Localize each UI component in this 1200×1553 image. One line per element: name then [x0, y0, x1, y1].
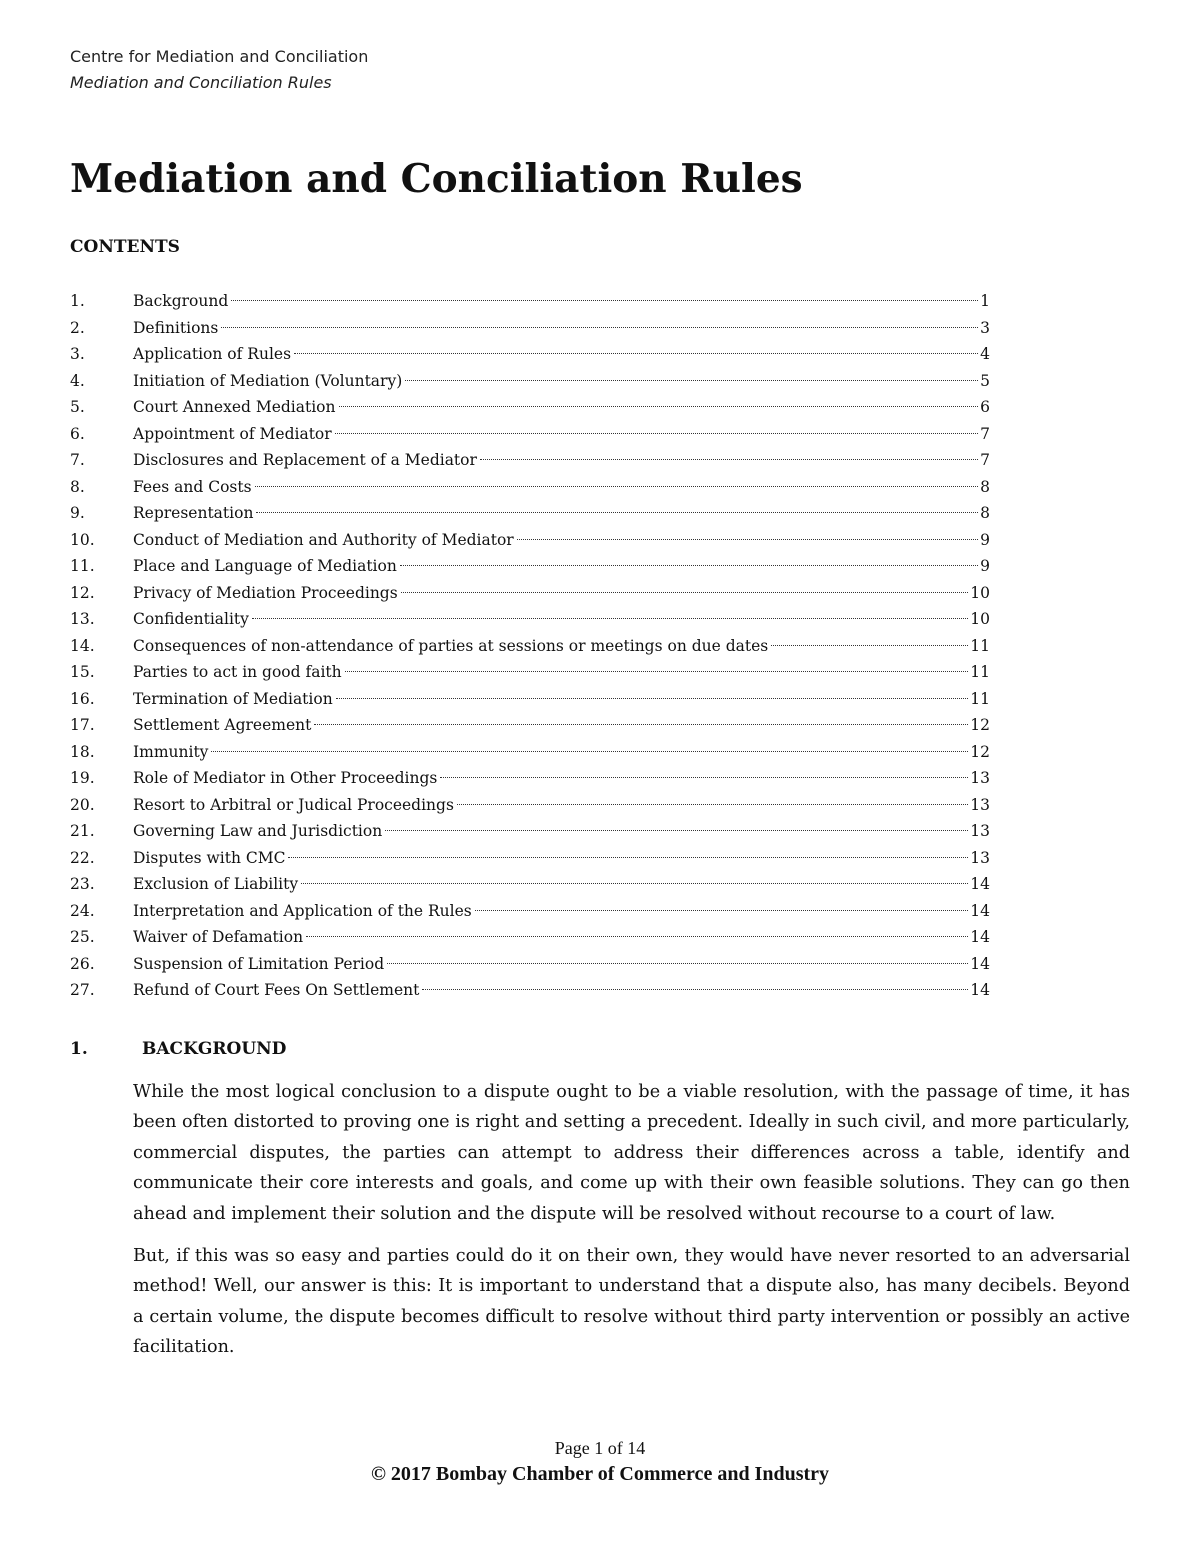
- page-number: Page 1 of 14: [554, 1438, 646, 1458]
- toc-dot-leader: [211, 751, 968, 752]
- toc-entry-number: 11.: [70, 557, 95, 575]
- toc-entry-title: Disputes with CMC: [133, 848, 286, 867]
- toc-entry-page: 7: [980, 451, 990, 469]
- toc-entry-number: 1.: [70, 292, 85, 310]
- toc-dot-leader: [422, 989, 968, 990]
- toc-entry-title: Exclusion of Liability: [133, 875, 299, 893]
- toc-entry[interactable]: [70, 500, 990, 527]
- document-title: Mediation and Conciliation Rules: [70, 156, 803, 202]
- toc-entry-page: 14: [970, 954, 990, 973]
- section-number: 1.: [70, 1039, 88, 1059]
- toc-entry[interactable]: [70, 315, 990, 342]
- toc-dot-leader: [387, 963, 968, 964]
- toc-dot-leader: [440, 777, 968, 778]
- toc-entry[interactable]: [70, 421, 990, 448]
- toc-entry-page: 1: [980, 292, 990, 310]
- toc-entry-number: 14.: [70, 636, 95, 655]
- toc-entry-title: Interpretation and Application of the Rules: [133, 901, 472, 920]
- toc-entry-number: 23.: [70, 875, 95, 893]
- toc-dot-leader: [480, 459, 978, 460]
- toc-entry-title: Court Annexed Mediation: [133, 398, 336, 416]
- toc-dot-leader: [771, 645, 968, 646]
- toc-entry-number: 21.: [70, 822, 95, 840]
- toc-entry-number: 22.: [70, 848, 95, 867]
- toc-entry-title: Definitions: [133, 318, 219, 337]
- toc-entry-number: 25.: [70, 928, 95, 946]
- toc-entry-page: 14: [970, 928, 990, 946]
- section-heading: [70, 1035, 286, 1063]
- toc-entry-page: 4: [980, 345, 990, 363]
- toc-entry[interactable]: [70, 474, 990, 501]
- toc-entry-page: 13: [970, 822, 990, 840]
- section-body: [133, 1077, 1130, 1375]
- toc-entry-page: 11: [970, 636, 990, 655]
- toc-dot-leader: [256, 512, 978, 513]
- toc-entry[interactable]: [70, 659, 990, 686]
- toc-entry[interactable]: [70, 606, 990, 633]
- toc-entry-number: 8.: [70, 477, 85, 496]
- toc-entry-page: 10: [970, 583, 990, 602]
- section-title: BACKGROUND: [142, 1039, 287, 1059]
- toc-entry-number: 10.: [70, 530, 95, 549]
- toc-dot-leader: [405, 380, 978, 381]
- toc-entry-page: 8: [980, 477, 990, 496]
- toc-entry[interactable]: [70, 394, 990, 421]
- running-header: [70, 44, 368, 96]
- toc-entry[interactable]: [70, 368, 990, 395]
- toc-entry-title: Settlement Agreement: [133, 716, 312, 734]
- toc-entry-title: Refund of Court Fees On Settlement: [133, 981, 420, 999]
- toc-entry-page: 13: [970, 848, 990, 867]
- toc-entry-title: Resort to Arbitral or Judical Proceedings: [133, 795, 454, 814]
- toc-entry-page: 9: [980, 557, 990, 575]
- toc-dot-leader: [335, 433, 978, 434]
- toc-entry[interactable]: [70, 341, 990, 368]
- toc-entry-number: 4.: [70, 371, 85, 390]
- toc-entry-title: Immunity: [133, 742, 209, 761]
- toc-dot-leader: [345, 671, 969, 672]
- toc-entry-page: 9: [980, 530, 990, 549]
- toc-entry[interactable]: [70, 712, 990, 739]
- toc-entry-title: Parties to act in good faith: [133, 663, 342, 681]
- toc-entry-title: Suspension of Limitation Period: [133, 954, 385, 973]
- toc-entry-title: Application of Rules: [133, 345, 292, 363]
- toc-entry-title: Waiver of Defamation: [133, 928, 304, 946]
- toc-entry-number: 3.: [70, 345, 85, 363]
- toc-entry[interactable]: [70, 633, 990, 660]
- toc-dot-leader: [306, 936, 968, 937]
- toc-entry-title: Role of Mediator in Other Proceedings: [133, 769, 438, 787]
- toc-entry-title: Consequences of non-attendance of parties at sessions or meetings on due dates: [133, 636, 769, 655]
- toc-entry[interactable]: [70, 898, 990, 925]
- toc-entry[interactable]: [70, 527, 990, 554]
- toc-entry-title: Place and Language of Mediation: [133, 557, 397, 575]
- toc-entry-number: 5.: [70, 398, 85, 416]
- toc-entry-number: 6.: [70, 424, 85, 443]
- toc-entry[interactable]: [70, 686, 990, 713]
- toc-entry-page: 12: [970, 742, 990, 761]
- header-organization: Centre for Mediation and Conciliation: [70, 47, 369, 66]
- toc-entry-page: 14: [970, 901, 990, 920]
- toc-entry-number: 26.: [70, 954, 95, 973]
- toc-entry-number: 24.: [70, 901, 95, 920]
- toc-dot-leader: [401, 592, 969, 593]
- contents-heading: CONTENTS: [70, 237, 180, 257]
- toc-entry-page: 5: [980, 371, 990, 390]
- toc-entry[interactable]: [70, 288, 990, 315]
- toc-entry-page: 11: [970, 663, 990, 681]
- toc-dot-leader: [400, 565, 978, 566]
- toc-entry[interactable]: [70, 739, 990, 766]
- toc-entry-number: 7.: [70, 451, 85, 469]
- toc-entry[interactable]: [70, 765, 990, 792]
- toc-entry-title: Representation: [133, 504, 254, 522]
- toc-dot-leader: [294, 353, 978, 354]
- toc-entry-page: 10: [970, 610, 990, 628]
- toc-entry-page: 13: [970, 795, 990, 814]
- toc-dot-leader: [314, 724, 968, 725]
- toc-dot-leader: [255, 486, 979, 487]
- toc-entry-number: 27.: [70, 981, 95, 999]
- toc-entry-number: 13.: [70, 610, 95, 628]
- toc-dot-leader: [475, 910, 969, 911]
- toc-entry-page: 8: [980, 504, 990, 522]
- toc-entry-title: Privacy of Mediation Proceedings: [133, 583, 398, 602]
- toc-entry-title: Governing Law and Jurisdiction: [133, 822, 383, 840]
- page-footer: [0, 1436, 1200, 1488]
- toc-dot-leader: [339, 406, 979, 407]
- table-of-contents: [70, 288, 990, 1004]
- toc-entry[interactable]: [70, 580, 990, 607]
- toc-entry-page: 7: [980, 424, 990, 443]
- toc-entry-page: 14: [970, 981, 990, 999]
- toc-entry-title: Appointment of Mediator: [133, 424, 332, 443]
- toc-entry-number: 2.: [70, 318, 85, 337]
- toc-entry-title: Termination of Mediation: [133, 689, 333, 708]
- toc-entry-title: Confidentiality: [133, 610, 249, 628]
- toc-entry-number: 12.: [70, 583, 95, 602]
- toc-entry-number: 15.: [70, 663, 95, 681]
- toc-dot-leader: [221, 327, 978, 328]
- toc-entry[interactable]: [70, 447, 990, 474]
- body-paragraph: But, if this was so easy and parties could do it on their own, they would have never resorted to an adversarial method! Well, our answer is this: It is important to understand that a dispute also, has many decibels. Beyond a certain volume, the dispute becomes difficult to resolve without third party intervention or possibly an active facilitation.: [133, 1246, 1130, 1358]
- toc-dot-leader: [288, 857, 968, 858]
- toc-entry-title: Disclosures and Replacement of a Mediator: [133, 451, 477, 469]
- toc-entry[interactable]: [70, 818, 990, 845]
- toc-entry-title: Fees and Costs: [133, 477, 252, 496]
- toc-entry-page: 14: [970, 875, 990, 893]
- toc-entry[interactable]: [70, 845, 990, 872]
- toc-entry-number: 19.: [70, 769, 95, 787]
- toc-entry-page: 3: [980, 318, 990, 337]
- toc-entry-title: Initiation of Mediation (Voluntary): [133, 371, 403, 390]
- toc-entry-number: 17.: [70, 716, 95, 734]
- toc-entry[interactable]: [70, 871, 990, 898]
- toc-entry[interactable]: [70, 977, 990, 1004]
- toc-dot-leader: [517, 539, 978, 540]
- toc-entry-title: Background: [133, 292, 229, 310]
- toc-entry-page: 13: [970, 769, 990, 787]
- toc-entry-page: 11: [970, 689, 990, 708]
- toc-entry[interactable]: [70, 792, 990, 819]
- toc-dot-leader: [336, 698, 969, 699]
- toc-entry-page: 12: [970, 716, 990, 734]
- copyright-notice: © 2017 Bombay Chamber of Commerce and Industry: [370, 1463, 830, 1485]
- toc-entry[interactable]: [70, 924, 990, 951]
- toc-dot-leader: [231, 300, 978, 301]
- toc-dot-leader: [385, 830, 968, 831]
- body-paragraph: While the most logical conclusion to a dispute ought to be a viable resolution, with the passage of time, it has been often distorted to proving one is right and setting a precedent. Ideally in such civil, and more particularly, commercial disputes, the parties can attempt to address their differences across a table, identify and communicate their core interests and goals, and come up with their own feasible solutions. They can go then ahead and implement their solution and the dispute will be resolved without recourse to a court of law.: [133, 1082, 1130, 1224]
- toc-entry-number: 20.: [70, 795, 95, 814]
- toc-entry-number: 16.: [70, 689, 95, 708]
- toc-dot-leader: [301, 883, 968, 884]
- toc-entry-number: 18.: [70, 742, 95, 761]
- toc-entry-page: 6: [980, 398, 990, 416]
- toc-entry-number: 9.: [70, 504, 85, 522]
- toc-entry[interactable]: [70, 553, 990, 580]
- toc-dot-leader: [252, 618, 968, 619]
- toc-entry-title: Conduct of Mediation and Authority of Mediator: [133, 530, 514, 549]
- header-document-subtitle: Mediation and Conciliation Rules: [70, 73, 332, 92]
- toc-entry[interactable]: [70, 951, 990, 978]
- toc-dot-leader: [457, 804, 968, 805]
